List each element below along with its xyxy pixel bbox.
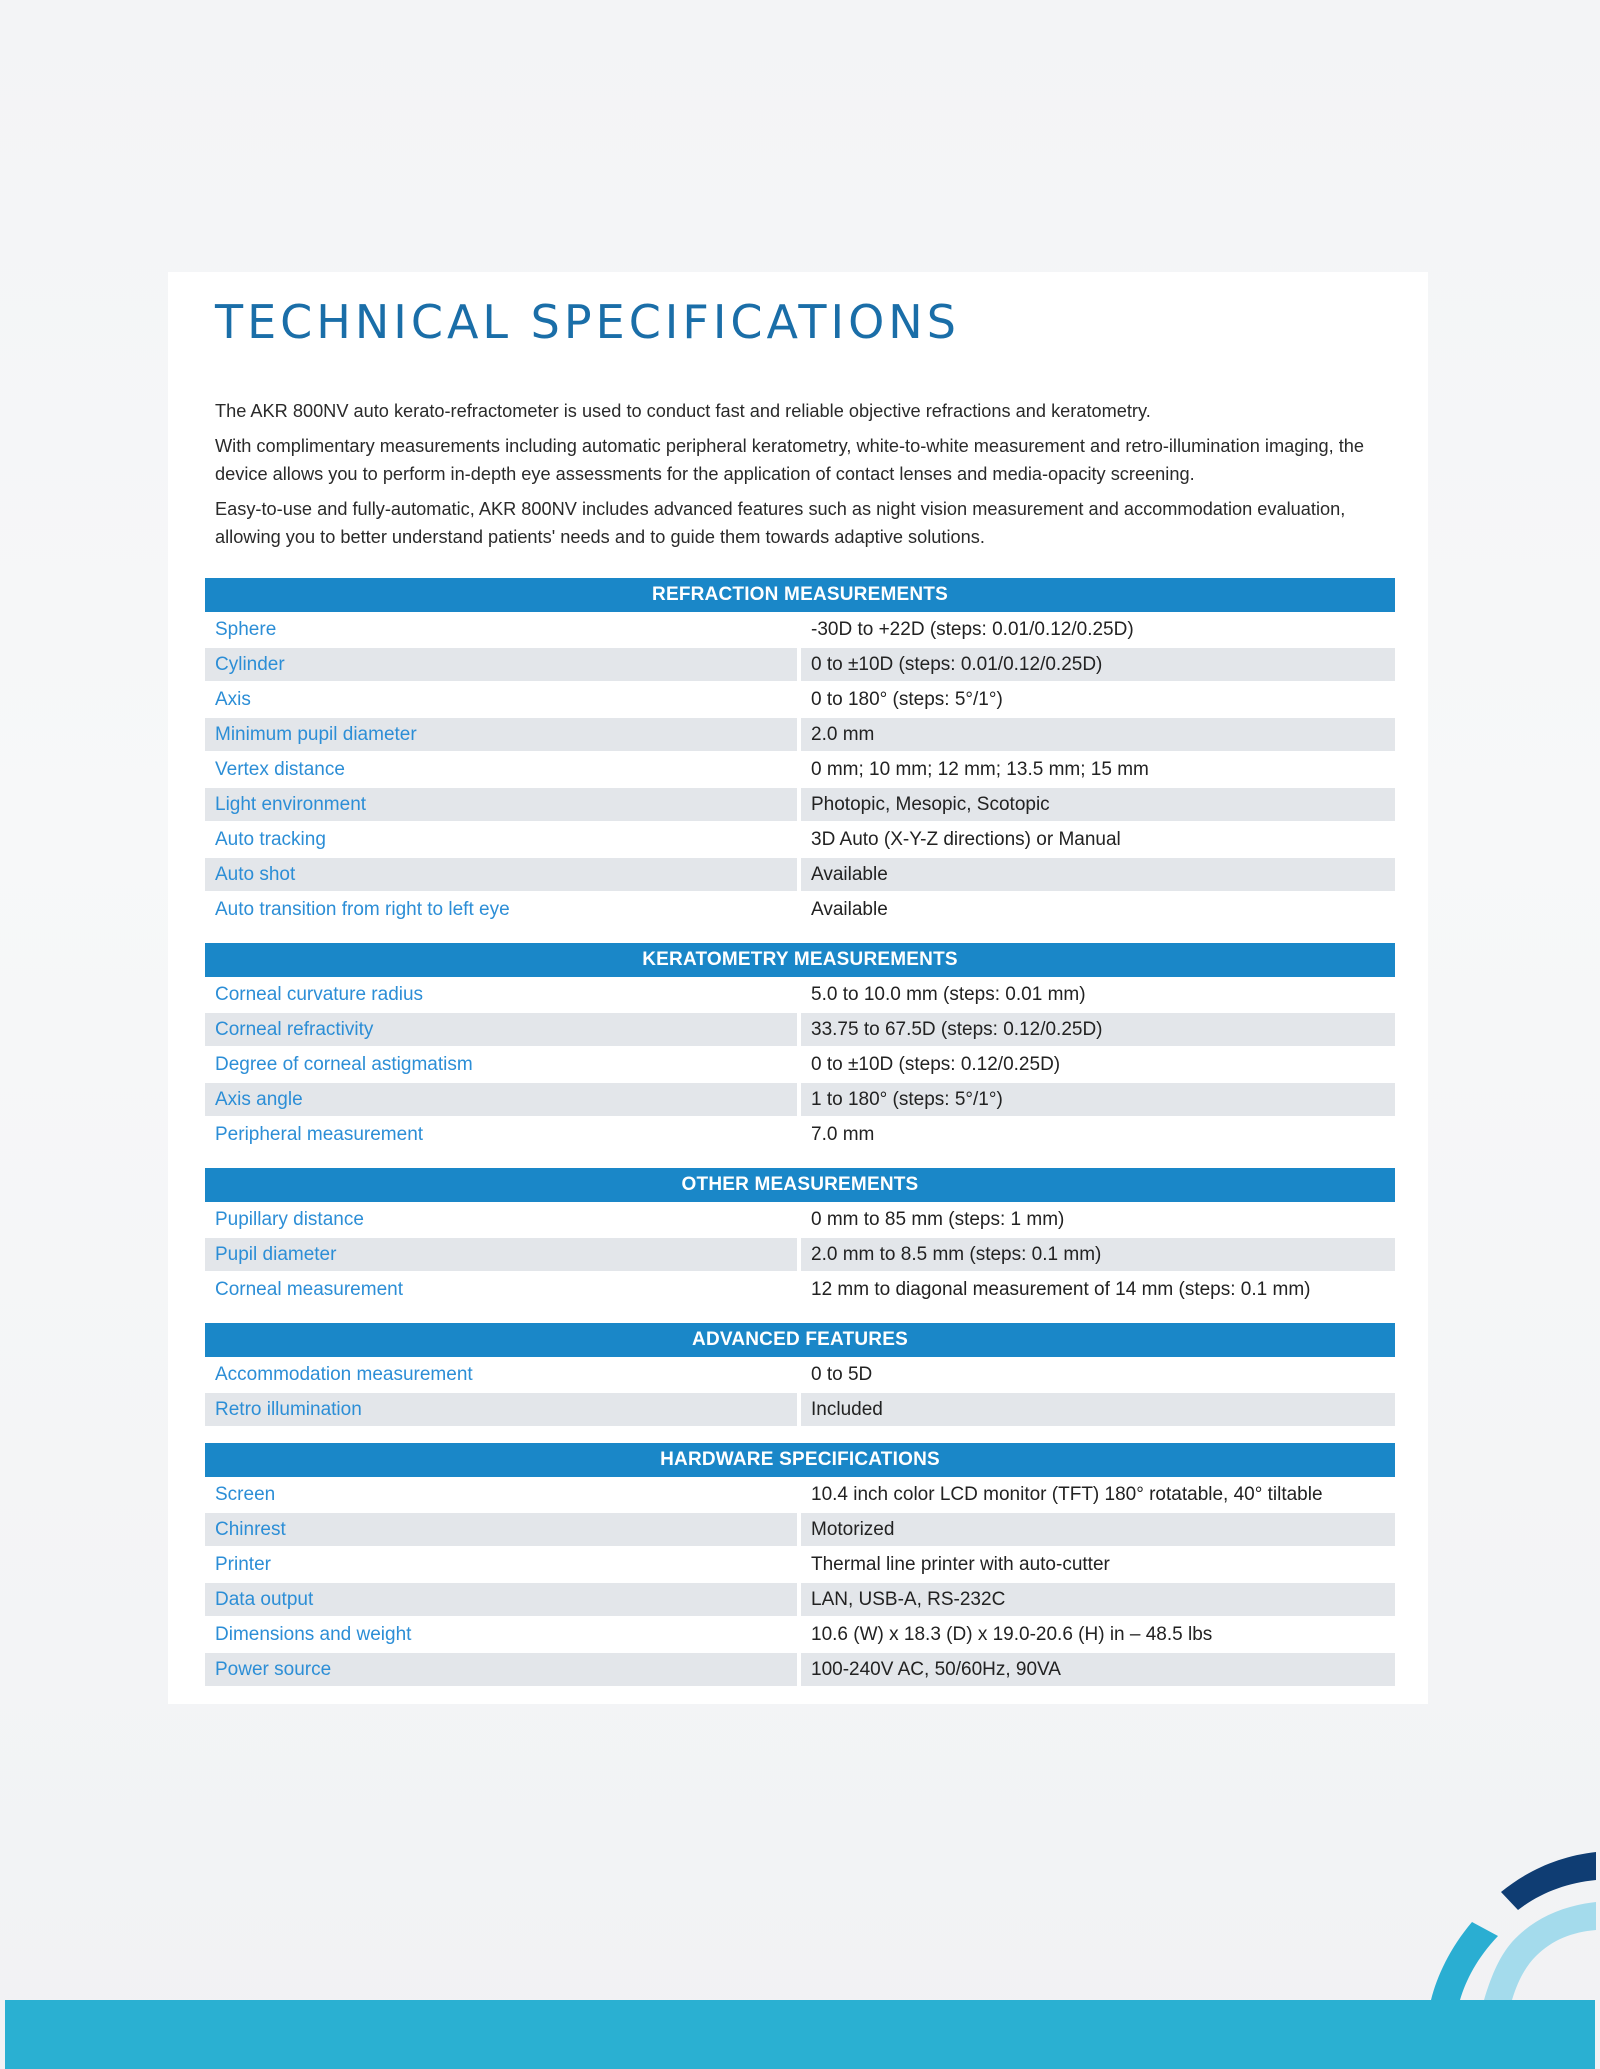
spec-value: Available [811, 899, 888, 920]
spec-value: 2.0 mm to 8.5 mm (steps: 0.1 mm) [801, 1238, 1395, 1271]
spec-label: Sphere [215, 619, 277, 640]
spec-value: Thermal line printer with auto-cutter [811, 1554, 1110, 1575]
spec-label: Minimum pupil diameter [205, 718, 797, 751]
section-header: OTHER MEASUREMENTS [205, 1168, 1395, 1202]
spec-value: 10.4 inch color LCD monitor (TFT) 180° rotatable, 40° tiltable [811, 1484, 1323, 1505]
spec-value: Photopic, Mesopic, Scotopic [801, 788, 1395, 821]
spec-row [205, 1392, 1395, 1427]
swoosh-light-arc [1484, 1902, 1596, 2000]
spec-section [205, 578, 1395, 927]
spec-label: Corneal curvature radius [215, 984, 424, 1005]
spec-value: Included [801, 1393, 1395, 1426]
spec-label: Corneal refractivity [205, 1013, 797, 1046]
spec-label: Degree of corneal astigmatism [215, 1054, 473, 1075]
spec-row [205, 752, 1395, 787]
spec-row [205, 1082, 1395, 1117]
spec-row [205, 612, 1395, 647]
spec-label: Auto shot [205, 858, 797, 891]
spec-label: Corneal measurement [215, 1279, 403, 1300]
spec-label: Power source [205, 1653, 797, 1686]
spec-section [205, 1168, 1395, 1307]
spec-row [205, 1512, 1395, 1547]
spec-row [205, 1117, 1395, 1152]
spec-value: Motorized [801, 1513, 1395, 1546]
swoosh-dark-arc [1501, 1852, 1596, 1910]
spec-label: Light environment [205, 788, 797, 821]
spec-value: 7.0 mm [811, 1124, 875, 1145]
brand-swoosh-graphic [1400, 1830, 1600, 2010]
spec-row [205, 857, 1395, 892]
spec-row [205, 717, 1395, 752]
spec-value: 0 mm; 10 mm; 12 mm; 13.5 mm; 15 mm [811, 759, 1149, 780]
spec-row [205, 1357, 1395, 1392]
spec-row [205, 1652, 1395, 1687]
spec-value: LAN, USB-A, RS-232C [801, 1583, 1395, 1616]
spec-row [205, 1477, 1395, 1512]
spec-section [205, 943, 1395, 1152]
spec-row [205, 1582, 1395, 1617]
spec-label: Vertex distance [215, 759, 345, 780]
spec-label: Auto tracking [215, 829, 326, 850]
spec-section [205, 1323, 1395, 1427]
spec-row [205, 1202, 1395, 1237]
spec-label: Pupillary distance [215, 1209, 364, 1230]
spec-value: 33.75 to 67.5D (steps: 0.12/0.25D) [801, 1013, 1395, 1046]
spec-value: 0 to ±10D (steps: 0.01/0.12/0.25D) [801, 648, 1395, 681]
spec-row [205, 822, 1395, 857]
spec-value: -30D to +22D (steps: 0.01/0.12/0.25D) [811, 619, 1134, 640]
spec-label: Data output [205, 1583, 797, 1616]
spec-row [205, 1237, 1395, 1272]
intro-text [215, 397, 1395, 558]
section-header: REFRACTION MEASUREMENTS [205, 578, 1395, 612]
spec-label: Retro illumination [205, 1393, 797, 1426]
spec-value: Available [801, 858, 1395, 891]
spec-row [205, 1047, 1395, 1082]
section-header: HARDWARE SPECIFICATIONS [205, 1443, 1395, 1477]
spec-row [205, 647, 1395, 682]
spec-row [205, 682, 1395, 717]
spec-section [205, 1443, 1395, 1687]
spec-value: 0 to 5D [811, 1364, 873, 1385]
intro-paragraph: With complimentary measurements including automatic peripheral keratometry, white-to-white measurement and retro-illumination imaging, the device allows you to perform in-depth eye assessments for the application of contact lenses and media-opacity screening. [215, 436, 1364, 484]
spec-row [205, 977, 1395, 1012]
footer-band [5, 2000, 1595, 2069]
spec-value: 0 mm to 85 mm (steps: 1 mm) [811, 1209, 1065, 1230]
spec-table [205, 578, 1395, 1703]
spec-value: 5.0 to 10.0 mm (steps: 0.01 mm) [811, 984, 1086, 1005]
spec-label: Auto transition from right to left eye [215, 899, 510, 920]
spec-label: Chinrest [205, 1513, 797, 1546]
spec-label: Accommodation measurement [215, 1364, 473, 1385]
spec-label: Pupil diameter [205, 1238, 797, 1271]
spec-value: 2.0 mm [801, 718, 1395, 751]
spec-label: Dimensions and weight [215, 1624, 412, 1645]
spec-label: Axis angle [205, 1083, 797, 1116]
page-title: TECHNICAL SPECIFICATIONS [215, 295, 960, 349]
spec-value: 100-240V AC, 50/60Hz, 90VA [801, 1653, 1395, 1686]
spec-row [205, 1547, 1395, 1582]
spec-row [205, 1617, 1395, 1652]
intro-paragraph: Easy-to-use and fully-automatic, AKR 800NV includes advanced features such as night vision measurement and accommodation evaluation, allowing you to better understand patients' needs and to guide them towards adaptive solutions. [215, 499, 1346, 547]
section-header: ADVANCED FEATURES [205, 1323, 1395, 1357]
spec-value: 3D Auto (X-Y-Z directions) or Manual [811, 829, 1121, 850]
section-header: KERATOMETRY MEASUREMENTS [205, 943, 1395, 977]
spec-row [205, 1012, 1395, 1047]
spec-label: Printer [215, 1554, 271, 1575]
spec-label: Axis [215, 689, 251, 710]
spec-value: 0 to ±10D (steps: 0.12/0.25D) [811, 1054, 1061, 1075]
spec-value: 1 to 180° (steps: 5°/1°) [801, 1083, 1395, 1116]
spec-row [205, 1272, 1395, 1307]
spec-row [205, 892, 1395, 927]
spec-label: Cylinder [205, 648, 797, 681]
intro-paragraph: The AKR 800NV auto kerato-refractometer is used to conduct fast and reliable objective refractions and keratometry. [215, 401, 1151, 421]
spec-label: Screen [215, 1484, 276, 1505]
spec-value: 12 mm to diagonal measurement of 14 mm (steps: 0.1 mm) [811, 1279, 1311, 1300]
spec-label: Peripheral measurement [215, 1124, 424, 1145]
spec-value: 10.6 (W) x 18.3 (D) x 19.0-20.6 (H) in – 48.5 lbs [811, 1624, 1213, 1645]
spec-value: 0 to 180° (steps: 5°/1°) [811, 689, 1003, 710]
spec-row [205, 787, 1395, 822]
